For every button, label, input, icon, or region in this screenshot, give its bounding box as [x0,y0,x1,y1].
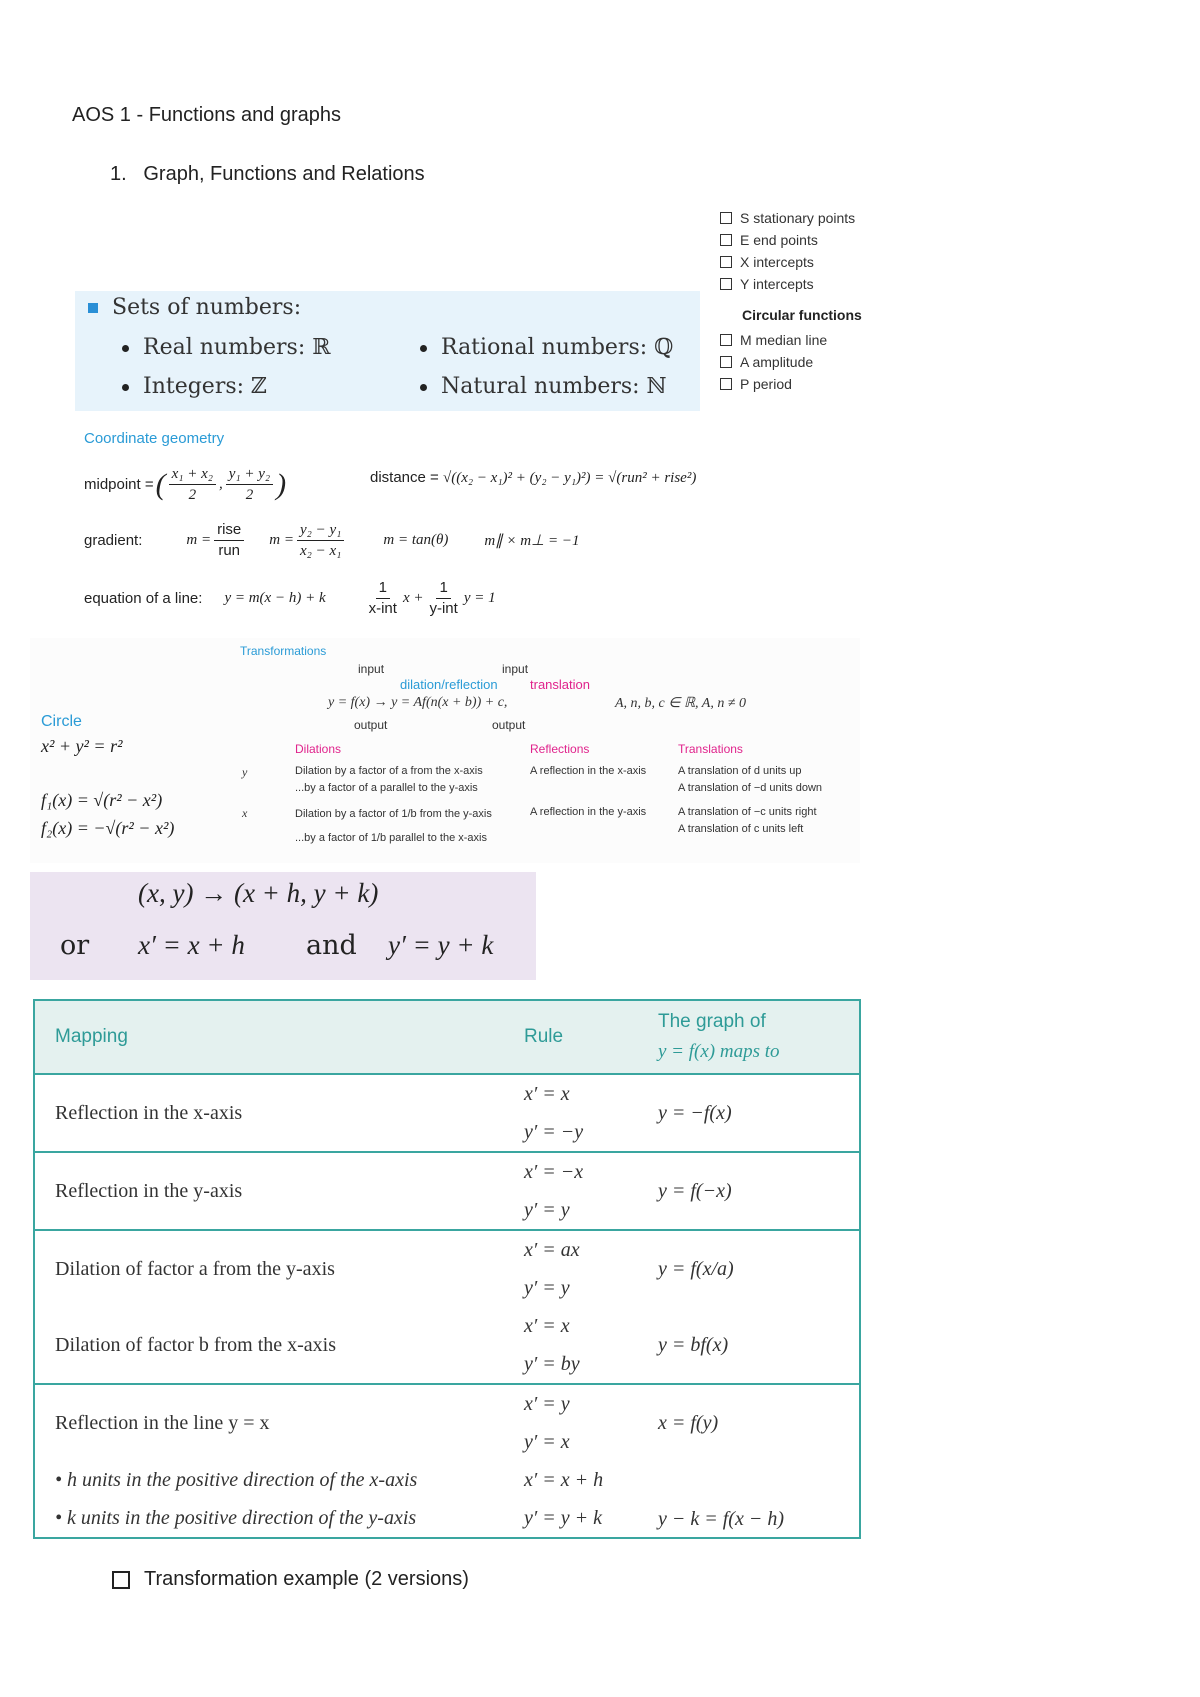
translation-text: A translation of c units left [678,823,804,835]
dilation-text: Dilation by a factor of a from the x-axis [295,765,483,777]
line-equation-formula: equation of a line: y = m(x − h) + k $\frac{1}{\text{x-int}}$ x + $\frac{1}{\text{y-int}}$ y = 1 [84,579,496,617]
bullet-icon [420,345,427,352]
table-row: Dilation of factor b from the x-axis x′ = x y′ = by y = bf(x) [34,1307,860,1384]
translation-text: A translation of d units up [678,765,802,777]
column-header-graph: The graph of y = f(x) maps to [638,1000,860,1074]
table-row: Reflection in the x-axis x′ = x y′ = −y y = −f(x) [34,1074,860,1152]
document-title: AOS 1 - Functions and graphs [72,104,342,126]
section-title: Graph, Functions and Relations [143,163,425,185]
set-item: Integers: ℤ [122,374,267,399]
dilations-heading: Dilations [295,742,342,756]
dilation-text: ...by a factor of 1/b parallel to the x-axis [295,832,487,844]
column-header-mapping: Mapping [34,1000,504,1074]
distance-formula: distance = √((x₂ − x₁)² + (y₂ − y₁)²) = √(run² + rise²) [370,469,697,486]
square-bullet-icon [88,303,98,313]
bullet-icon [122,384,129,391]
mapping-equations: or x′ = x + h and y′ = y + k [60,930,494,961]
bullet-icon [122,345,129,352]
reflections-heading: Reflections [530,742,590,756]
translations-heading: Translations [678,742,743,756]
set-item: Real numbers: ℝ [122,335,331,360]
checkbox-icon[interactable] [720,356,732,368]
dilation-text: ...by a factor of a parallel to the y-axis [295,782,478,794]
x-row-label: x [242,806,248,820]
table-header-row [34,1000,860,1074]
checkbox-icon[interactable] [720,378,732,390]
table-row: • h units in the positive direction of the x-axis • k units in the positive direction of the y-axis x′ = x + h y′ = y + k y − k = f(x − h) [55,1469,784,1530]
checklist-item[interactable]: Y intercepts [720,273,862,295]
output-label: output [354,718,388,732]
translation-label: translation [530,677,590,692]
checklist-item[interactable]: A amplitude [720,351,862,373]
reflection-text: A reflection in the x-axis [530,765,647,777]
mapping-table [33,999,861,1539]
section-number: 1. [110,163,127,185]
translation-text: A translation of −c units right [678,806,817,818]
column-header-rule: Rule [504,1000,638,1074]
bullet-icon [420,384,427,391]
checkbox-icon[interactable] [720,334,732,346]
upper-semicircle: f₁(x) = √(r² − x²) [41,790,163,810]
transformations-title: Transformations [240,644,327,658]
coordinate-geometry-title: Coordinate geometry [84,430,225,447]
circle-title: Circle [41,713,82,730]
checklist-item[interactable]: E end points [720,229,862,251]
checkbox-icon[interactable] [720,212,732,224]
translation-text: A translation of −d units down [678,782,823,794]
gradient-formula: gradient: m = $\frac{\text{rise}}{\text{run}}$ m = $\frac{\text{y₂ − y₁}}{\text{x₂ − x₁}}$ m = tan(θ) m∥ × m⊥ = −1 [84,521,580,559]
checkbox-icon[interactable] [112,1571,130,1589]
circular-functions-heading: Circular functions [742,307,862,323]
checkbox-icon[interactable] [720,278,732,290]
section-heading [110,163,425,186]
transformation-mapping: y = f(x) → y = Af(n(x + b)) + c, [328,695,508,710]
midpoint-formula: midpoint = ( $\frac{\text{x₁ + x₂}}{2}$ , $\frac{\text{y₁ + y₂}}{2}$ ) [84,466,287,503]
checklist [720,207,862,395]
lower-semicircle: f₂(x) = −√(r² − x²) [41,818,175,838]
table-row: Dilation of factor a from the y-axis x′ = ax y′ = y y = f(x/a) [55,1239,734,1299]
set-item: Rational numbers: ℚ [420,335,673,360]
table-row: Reflection in the line y = x x′ = y y′ = x x = f(y) [55,1393,719,1453]
set-item: Natural numbers: ℕ [420,374,667,399]
dilation-text: Dilation by a factor of 1/b from the y-axis [295,808,492,820]
mapping-line: (x, y) → (x + h, y + k) [138,878,379,908]
checklist-item[interactable]: P period [720,373,862,395]
input-label: input [358,662,385,676]
checklist-item[interactable]: S stationary points [720,207,862,229]
transformation-example-task[interactable]: Transformation example (2 versions) [112,1568,469,1591]
y-row-label: y [242,765,248,779]
checkbox-icon[interactable] [720,234,732,246]
reflection-text: A reflection in the y-axis [530,806,647,818]
input-label: input [502,662,529,676]
dilation-reflection-label: dilation/reflection [400,677,498,692]
table-row: Reflection in the y-axis x′ = −x y′ = y y = f(−x) [34,1152,860,1230]
checkbox-icon[interactable] [720,256,732,268]
checklist-item[interactable]: X intercepts [720,251,862,273]
checklist-item[interactable]: M median line [720,329,862,351]
sets-title: Sets of numbers: [88,295,301,320]
circle-equation: x² + y² = r² [41,736,123,756]
transformation-conditions: A, n, b, c ∈ ℝ, A, n ≠ 0 [615,696,747,711]
output-label: output [492,718,526,732]
